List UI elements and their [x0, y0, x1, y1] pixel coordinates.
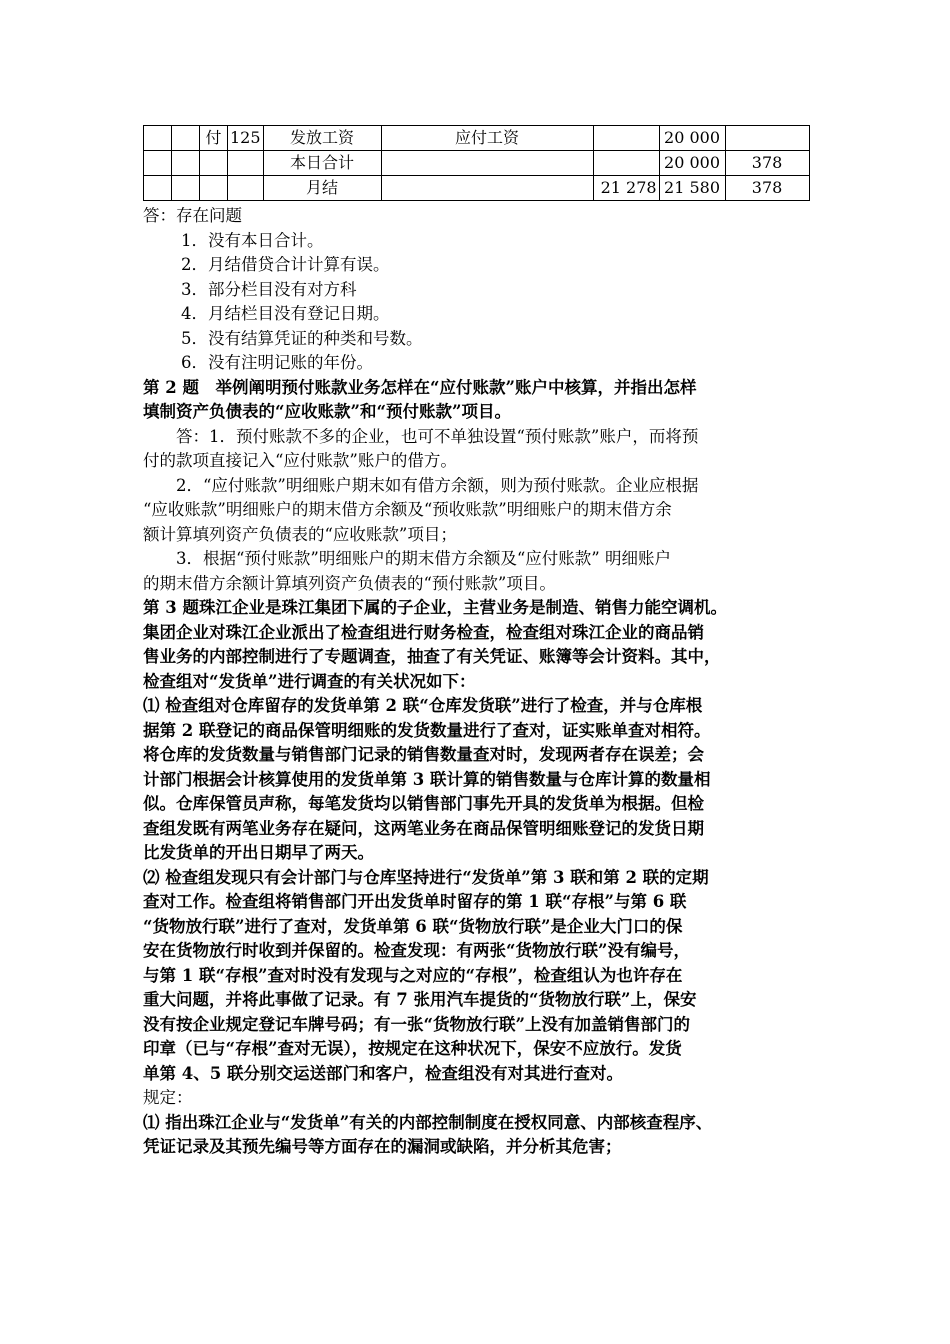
ledger-cell-c3: 付 [200, 126, 228, 151]
table-row [144, 126, 810, 151]
ledger-cell-c1 [144, 151, 172, 176]
text-line: 4．月结栏目没有登记日期。 [181, 304, 390, 323]
text-line: 额计算填列资产负债表的“应收账款”项目； [143, 524, 457, 544]
text-line: “货物放行联”进行了查对，发货单第 6 联“货物放行联”是企业大门口的保 [143, 916, 683, 936]
text-line: 填制资产负债表的“应收账款”和“预付账款”项目。 [143, 402, 511, 421]
ledger-cell-summary: 发放工资 [263, 126, 381, 151]
text-line: ⑵ 检查组发现只有会计部门与仓库坚持进行“发货单”第 3 联和第 2 联的定期 [143, 867, 709, 887]
table-row [144, 151, 810, 176]
text-line: 重大问题，并将此事做了记录。有 7 张用汽车提货的“货物放行联”上，保安 [143, 990, 697, 1009]
ledger-cell-account: 应付工资 [381, 126, 593, 151]
text-line: 凭证记录及其预先编号等方面存在的漏洞或缺陷，并分析其危害； [143, 1137, 622, 1156]
text-line: 3．根据“预付账款”明细账户的期末借方余额及“应付账款” 明细账户 [176, 549, 671, 568]
ledger-cell-credit: 21 580 [659, 176, 725, 201]
text-line: 答：1．预付账款不多的企业，也可不单独设置“预付账款”账户，而将预 [176, 426, 699, 446]
ledger-cell-account [381, 176, 593, 201]
text-line: 5．没有结算凭证的种类和号数。 [181, 328, 423, 348]
text-line: 答：存在问题 [143, 206, 242, 225]
ledger-table [143, 125, 810, 201]
ledger-cell-c4: 125 [228, 126, 264, 151]
ledger-cell-c2 [172, 126, 200, 151]
text-line: 印章（已与“存根”查对无误），按规定在这种状况下，保安不应放行。发货 [143, 1039, 682, 1058]
text-line: 查组发既有两笔业务存在疑问，这两笔业务在商品保管明细账登记的发货日期 [143, 818, 704, 838]
text-line: 2．“应付账款”明细账户期末如有借方余额，则为预付账款。企业应根据 [176, 475, 699, 495]
ledger-cell-c4 [228, 176, 264, 201]
text-line: 集团企业对珠江企业派出了检查组进行财务检查，检查组对珠江企业的商品销 [143, 622, 704, 642]
ledger-cell-debit [593, 126, 659, 151]
text-line: 没有按企业规定登记车牌号码；有一张“货物放行联”上没有加盖销售部门的 [143, 1014, 690, 1034]
text-line: 售业务的内部控制进行了专题调查，抽查了有关凭证、账簿等会计资料。其中， [143, 647, 721, 666]
text-line: 规定： [143, 1088, 193, 1107]
text-line: 据第 2 联登记的商品保管明细账的发货数量进行了查对，证实账单查对相符。 [143, 720, 711, 740]
text-line: ⑴ 检查组对仓库留存的发货单第 2 联“仓库发货联”进行了检查，并与仓库根 [143, 696, 703, 715]
ledger-cell-balance: 378 [725, 176, 809, 201]
ledger-cell-summary: 本日合计 [263, 151, 381, 176]
text-line: “应收账款”明细账户的期末借方余额及“预收账款”明细账户的期末借方余 [143, 500, 672, 519]
text-line: 第 3 题珠江企业是珠江集团下属的子企业，主营业务是制造、销售力能空调机。 [143, 598, 727, 617]
text-line: 2．月结借贷合计计算有误。 [181, 255, 390, 274]
text-line: 的期末借方余额计算填列资产负债表的“预付账款”项目。 [143, 573, 556, 593]
text-line: 单第 4、5 联分别交运送部门和客户，检查组没有对其进行查对。 [143, 1063, 623, 1083]
ledger-cell-credit: 20 000 [659, 151, 725, 176]
ledger-cell-account [381, 151, 593, 176]
text-line: 比发货单的开出日期早了两天。 [143, 843, 374, 862]
text-line: 安在货物放行时收到并保留的。检查发现：有两张“货物放行联”没有编号， [143, 941, 690, 960]
text-line: 似。仓库保管员声称，每笔发货均以销售部门事先开具的发货单为根据。但检 [143, 794, 704, 813]
ledger-cell-debit: 21 278 [593, 176, 659, 201]
ledger-cell-summary: 月结 [263, 176, 381, 201]
ledger-cell-c3 [200, 176, 228, 201]
text-line: 3．部分栏目没有对方科 [181, 279, 357, 299]
table-row [144, 176, 810, 201]
ledger-body [144, 126, 810, 201]
text-line: ⑴ 指出珠江企业与“发货单”有关的内部控制制度在授权同意、内部核查程序、 [143, 1112, 713, 1132]
ledger-cell-c2 [172, 151, 200, 176]
text-line: 付的款项直接记入“应付账款”账户的借方。 [143, 451, 457, 470]
answer-text-block [143, 204, 823, 1160]
text-line: 与第 1 联“存根”查对时没有发现与之对应的“存根”，检查组认为也许存在 [143, 965, 683, 985]
text-line: 计部门根据会计核算使用的发货单第 3 联计算的销售数量与仓库计算的数量相 [143, 769, 711, 789]
text-line: 检查组对“发货单”进行调查的有关状况如下： [143, 671, 476, 691]
ledger-cell-c4 [228, 151, 264, 176]
ledger-cell-c1 [144, 176, 172, 201]
ledger-cell-balance: 378 [725, 151, 809, 176]
ledger-cell-credit: 20 000 [659, 126, 725, 151]
text-line: 第 2 题 举例阐明预付账款业务怎样在“应付账款”账户中核算，并指出怎样 [143, 377, 697, 397]
text-line: 6．没有注明记账的年份。 [181, 353, 373, 372]
ledger-cell-c1 [144, 126, 172, 151]
ledger-cell-c2 [172, 176, 200, 201]
text-line: 将仓库的发货数量与销售部门记录的销售数量查对时，发现两者存在误差；会 [143, 745, 704, 764]
text-line: 1．没有本日合计。 [181, 230, 324, 250]
text-line: 查对工作。检查组将销售部门开出发货单时留存的第 1 联“存根”与第 6 联 [143, 892, 687, 911]
ledger-cell-debit [593, 151, 659, 176]
ledger-cell-c3 [200, 151, 228, 176]
ledger-cell-balance [725, 126, 809, 151]
